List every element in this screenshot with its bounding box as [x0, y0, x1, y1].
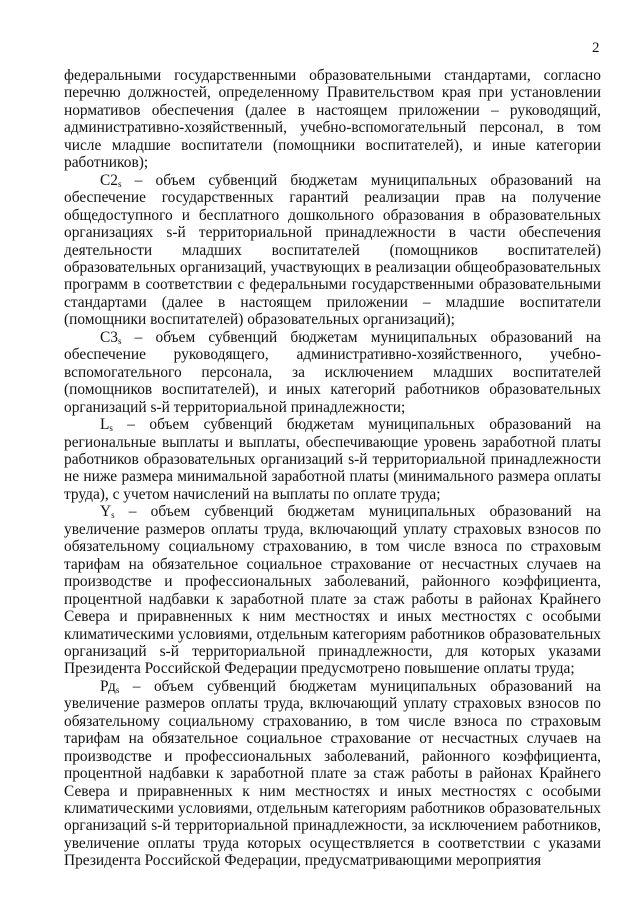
- symbol-base: Рд: [100, 677, 116, 695]
- symbol: [100, 329, 121, 346]
- symbol: [100, 503, 115, 520]
- symbol-subscript: s: [115, 684, 120, 695]
- definition-text: – объем субвенций бюджетам муниципальных образований на увеличение размеров оплаты труда, включающий уплату страховых взносов по обязательному социальному страхованию, в том числе взноса по страховым тарифам на обязательное социальное страхование от несчастных случаев на производстве и профессиональных заболеваний, районного коэффициента, процентной надбавки к заработной плате за стаж работы в районах Крайнего Севера и приравненных к ним местностях и иных местностях с особыми климатическими условиями, отдельным категориям работников образовательных организаций s-й территориальной принадлежности, за исключением работников, увеличение оплаты труда которых осуществляется в соответствии с указами Президента Российской Федерации, предусматривающими мероприятия: [64, 677, 601, 870]
- document-body: [64, 67, 601, 870]
- definition-c2: [64, 172, 601, 329]
- paragraph-continuation: [64, 67, 601, 172]
- symbol: [100, 678, 119, 695]
- symbol-base: Y: [100, 503, 112, 521]
- symbol-subscript: s: [111, 510, 115, 521]
- definition-text: – объем субвенций бюджетам муниципальных образований на обеспечение руководящего, административно-хозяйственного, учебно-вспомогательного персонала, за исключением младших воспитателей (помощников воспитателей), и иных категорий работников образовательных организаций s-й территориальной принадлежности;: [64, 328, 601, 416]
- definition-rd: [64, 678, 601, 870]
- symbol-base: L: [100, 416, 110, 434]
- symbol: [100, 416, 113, 433]
- symbol: [100, 172, 121, 189]
- symbol-base: C2: [100, 171, 118, 189]
- definition-text: – объем субвенций бюджетам муниципальных образований на обеспечение государственных гарантий реализации прав на получение общедоступного и бесплатного дошкольного образования в образовательных организациях s-й территориальной принадлежности в части обеспечения деятельности младших воспитателей (помощников воспитателей) образовательных организаций, участвующих в реализации общеобразовательных программ в соответствии с федеральными государственными образовательными стандартами (далее в настоящем приложении – младшие воспитатели (помощники воспитателей) образовательных организаций);: [64, 171, 601, 329]
- symbol-base: C3: [100, 328, 118, 346]
- symbol-subscript: s: [109, 423, 113, 434]
- definition-text: – объем субвенций бюджетам муниципальных образований на региональные выплаты и выплаты, обеспечивающие уровень заработной платы работников образовательных организаций s-й территориальной принадлежности не ниже размера минимальной заработной платы (минимального размера оплаты труда), с учетом начислений на выплаты по оплате труда;: [64, 416, 601, 503]
- symbol-subscript: s: [117, 335, 122, 346]
- definition-l: [64, 416, 601, 503]
- page-number: 2: [592, 40, 600, 56]
- paragraph-text: федеральными государственными образовательными стандартами, согласно перечню должностей, определенному Правительством края при установлении нормативов обеспечения (далее в настоящем приложении – руководящий, административно-хозяйственный, учебно-вспомогательный персонал, в том числе младшие воспитатели (помощники воспитателей), и иные категории работников);: [64, 67, 601, 172]
- definition-text: – объем субвенций бюджетам муниципальных образований на увеличение размеров оплаты труда, включающий уплату страховых взносов по обязательному социальному страхованию, в том числе взноса по страховым тарифам на обязательное социальное страхование от несчастных случаев на производстве и профессиональных заболеваний, районного коэффициента, процентной надбавки к заработной плате за стаж работы в районах Крайнего Севера и приравненных к ним местностях и иных местностях с особыми климатическими условиями, отдельным категориям работников образовательных организаций s-й территориальной принадлежности, для которых указами Президента Российской Федерации предусмотрено повышение оплаты труда;: [64, 503, 601, 678]
- symbol-subscript: s: [117, 178, 122, 189]
- definition-y: [64, 503, 601, 678]
- definition-c3: [64, 329, 601, 416]
